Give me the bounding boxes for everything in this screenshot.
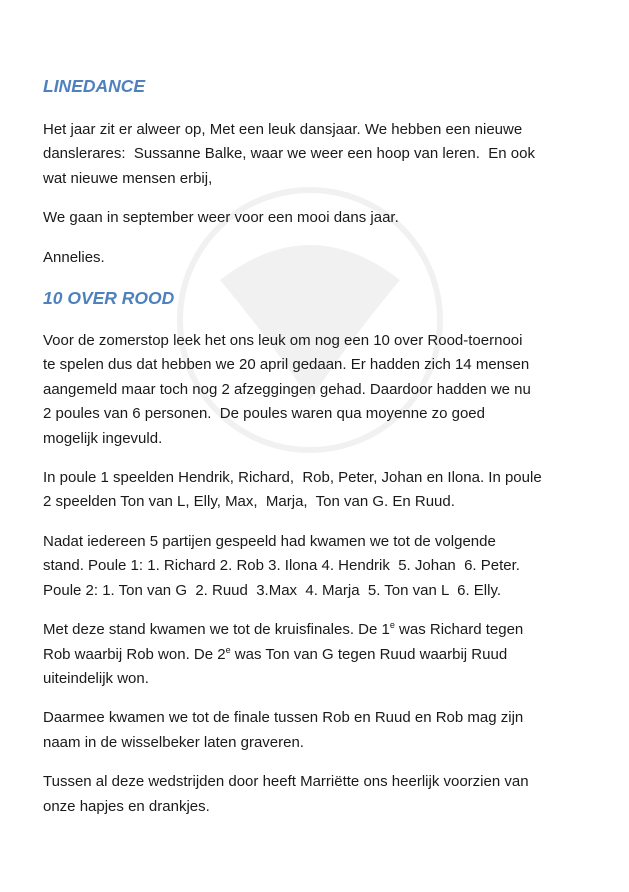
rood-paragraph-5: Daarmee kwamen we tot de finale tussen Rob en Ruud en Rob mag zijn naam in de wisselbeker laten graveren. [43,709,524,751]
linedance-paragraph-1: Het jaar zit er alweer op, Met een leuk dansjaar. We hebben een nieuwe danslerares: Sussanne Balke, waar we weer een hoop van leren. En ook wat nieuwe mensen erbij, [43,121,535,187]
document-page [43,74,593,819]
linedance-paragraph-2: We gaan in september weer voor een mooi dans jaar. [43,209,399,227]
heading-10-over-rood: 10 OVER ROOD [43,288,175,309]
rood-paragraph-4: Met deze stand kwamen we tot de kruisfinales. De 1e was Richard tegen Rob waarbij Rob won. De 2e was Ton van G tegen Ruud waarbij Ruud uiteindelijk won. [43,620,524,687]
rood-paragraph-2: In poule 1 speelden Hendrik, Richard, Rob, Peter, Johan en Ilona. In poule 2 speelden Ton van L, Elly, Max, Marja, Ton van G. En Ruud. [43,469,542,511]
heading-linedance: LINEDANCE [43,76,146,96]
linedance-signature: Annelies. [43,248,105,266]
rood-paragraph-6: Tussen al deze wedstrijden door heeft Marriëtte ons heerlijk voorzien van onze hapjes en drankjes. [43,773,529,815]
rood-paragraph-1: Voor de zomerstop leek het ons leuk om nog een 10 over Rood-toernooi te spelen dus dat hebben we 20 april gedaan. Er hadden zich 14 mensen aangemeld maar toch nog 2 afzeggingen gehad. Daardoor hadden we nu 2 poules van 6 personen. De poules waren qua moyenne zo goed mogelijk ingevuld. [43,332,531,447]
rood-paragraph-3: Nadat iedereen 5 partijen gespeeld had kwamen we tot de volgende stand. Poule 1: 1. Richard 2. Rob 3. Ilona 4. Hendrik 5. Johan 6. Peter. Poule 2: 1. Ton van G 2. Ruud 3.Max 4. Marja 5. Ton van L 6. Elly. [43,532,520,599]
